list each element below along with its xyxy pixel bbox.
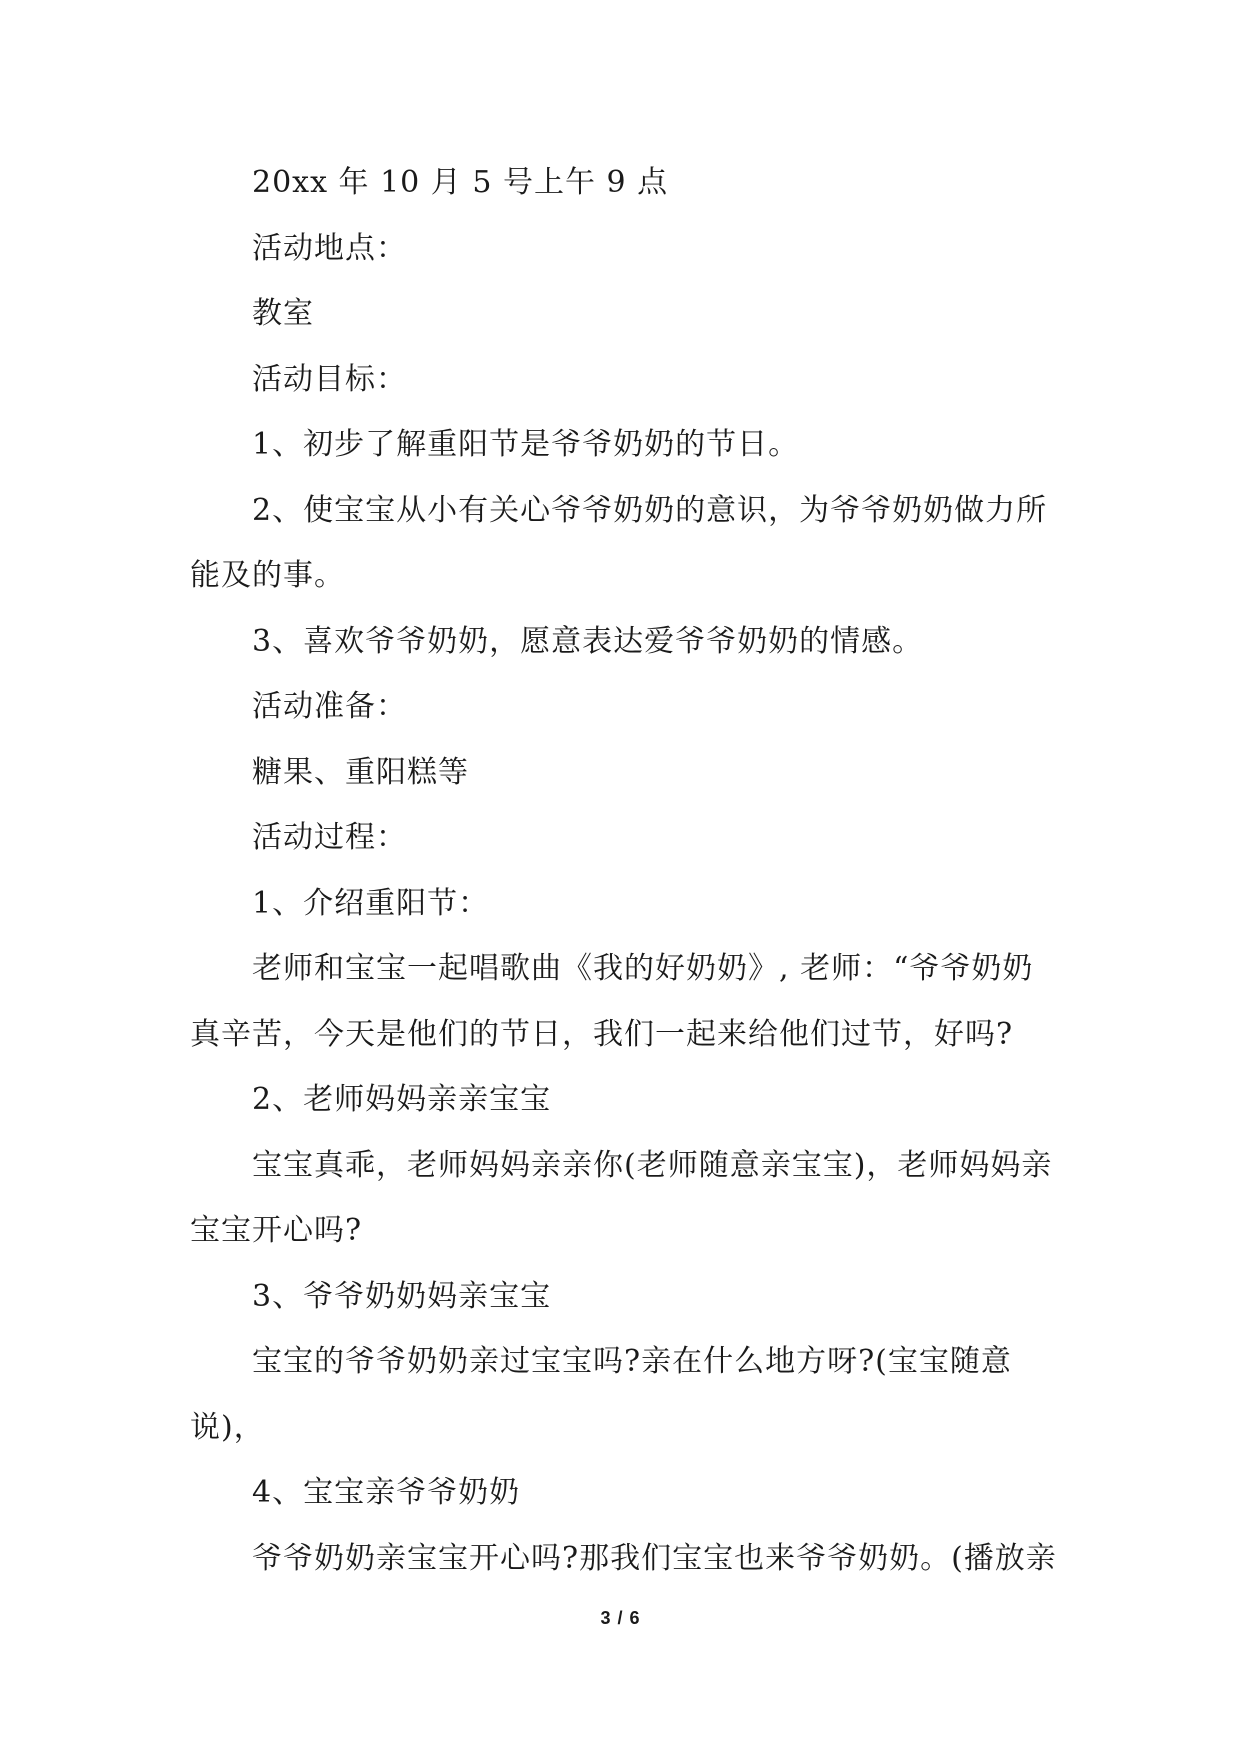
text-line-location: 教室 bbox=[252, 296, 314, 331]
text-line-goal-2: 2、使宝宝从小有关心爷爷奶奶的意识，为爷爷奶奶做力所 bbox=[252, 493, 1048, 528]
text-line-goals-heading: 活动目标： bbox=[252, 362, 407, 397]
text-line-prep: 糖果、重阳糕等 bbox=[252, 755, 469, 790]
text-line-step-1-body-cont: 真辛苦，今天是他们的节日，我们一起来给他们过节，好吗? bbox=[190, 1017, 1014, 1052]
text-line-goal-1: 1、初步了解重阳节是爷爷奶奶的节日。 bbox=[252, 427, 800, 462]
text-line-step-4-body: 爷爷奶奶亲宝宝开心吗?那我们宝宝也来爷爷奶奶。(播放亲 bbox=[252, 1541, 1057, 1576]
text-line-step-3: 3、爷爷奶奶妈亲宝宝 bbox=[252, 1279, 552, 1314]
text-line-step-2: 2、老师妈妈亲亲宝宝 bbox=[252, 1082, 552, 1117]
text-line-goal-3: 3、喜欢爷爷奶奶，愿意表达爱爷爷奶奶的情感。 bbox=[252, 624, 924, 659]
text-line-process-heading: 活动过程： bbox=[252, 820, 407, 855]
text-line-location-heading: 活动地点： bbox=[252, 231, 407, 266]
text-line-step-1: 1、介绍重阳节： bbox=[252, 886, 490, 921]
text-line-date-time: 20xx 年 10 月 5 号上午 9 点 bbox=[252, 165, 669, 200]
text-line-prep-heading: 活动准备： bbox=[252, 689, 407, 724]
text-line-step-3-body-cont: 说)， bbox=[190, 1410, 265, 1445]
text-line-step-2-body: 宝宝真乖，老师妈妈亲亲你(老师随意亲宝宝)，老师妈妈亲 bbox=[252, 1148, 1053, 1183]
text-line-step-2-body-cont: 宝宝开心吗? bbox=[190, 1213, 363, 1248]
text-line-step-4: 4、宝宝亲爷爷奶奶 bbox=[252, 1475, 521, 1510]
text-line-step-3-body: 宝宝的爷爷奶奶亲过宝宝吗?亲在什么地方呀?(宝宝随意 bbox=[252, 1344, 1012, 1379]
page-number: 3 / 6 bbox=[600, 1608, 641, 1628]
text-line-goal-2-cont: 能及的事。 bbox=[190, 558, 345, 593]
text-line-step-1-body: 老师和宝宝一起唱歌曲《我的好奶奶》, 老师：“爷爷奶奶 bbox=[252, 951, 1034, 986]
